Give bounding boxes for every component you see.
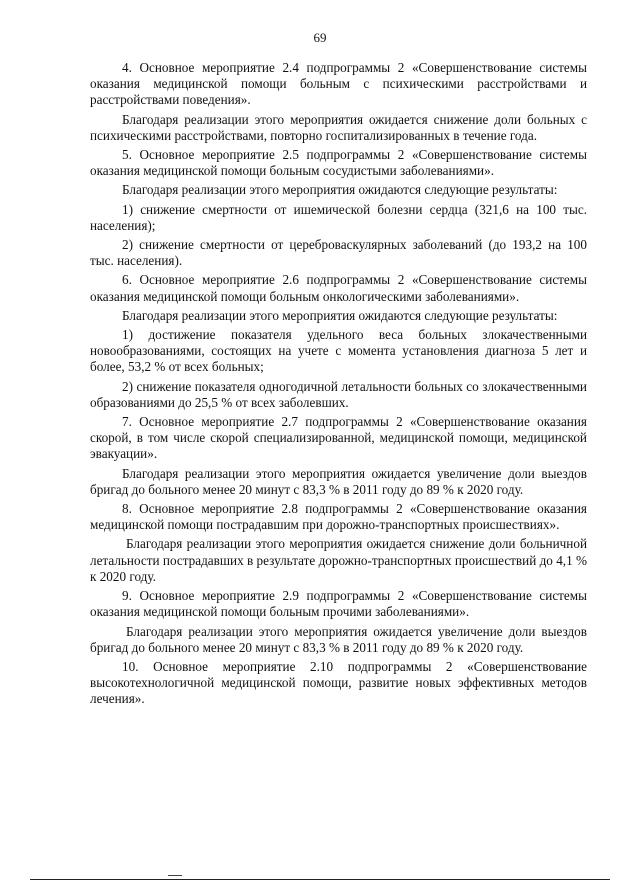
paragraph-measure-2-7: 7. Основное мероприятие 2.7 подпрограммы 2 «Совершенствование оказания скорой, в том числе скорой специализированной, медицинской помощи, медицинской эвакуации». <box>90 414 587 462</box>
paragraph-measure-2-10: 10. Основное мероприятие 2.10 подпрограммы 2 «Совершенствование высокотехнологичной медицинской помощи, развитие новых эффективных методов лечения». <box>90 658 587 707</box>
paragraph-result-2-9: Благодаря реализации этого мероприятия ожидается увеличение доли выездов бригад до больного менее 20 минут с 83,3 % в 2011 году до 89 % к 2020 году. <box>90 623 587 655</box>
paragraph-result-2-4: Благодаря реализации этого мероприятия ожидается снижение доли больных с психическими расстройствами, повторно госпитализированных в течение года. <box>90 111 587 143</box>
paragraph-result-intro-2-6: Благодаря реализации этого мероприятия ожидаются следующие результаты: <box>122 307 558 323</box>
footer-rule-mark <box>168 875 182 881</box>
paragraph-result-2-7: Благодаря реализации этого мероприятия ожидается увеличение доли выездов бригад до больного менее 20 минут с 83,3 % в 2011 году до 89 % к 2020 году. <box>90 465 587 497</box>
paragraph-result-item-2-5-1: 1) снижение смертности от ишемической болезни сердца (321,6 на 100 тыс. населения); <box>90 201 587 233</box>
paragraph-measure-2-8: 8. Основное мероприятие 2.8 подпрограммы 2 «Совершенствование оказания медицинской помощи пострадавшим при дорожно-транспортных происшествиях». <box>90 501 587 533</box>
paragraph-result-intro-2-5: Благодаря реализации этого мероприятия ожидаются следующие результаты: <box>122 182 558 198</box>
paragraph-result-item-2-5-2: 2) снижение смертности от цереброваскулярных заболеваний (до 193,2 на 100 тыс. населения). <box>90 237 587 269</box>
paragraph-result-item-2-6-1: 1) достижение показателя удельного веса больных злокачественными новообразованиями, состоящих на учете с момента установления диагноза 5 лет и более, 53,2 % от всех больных; <box>90 327 587 375</box>
paragraph-measure-2-6: 6. Основное мероприятие 2.6 подпрограммы 2 «Совершенствование системы оказания медицинской помощи больным онкологическими заболеваниями». <box>90 272 587 304</box>
document-body <box>90 60 587 711</box>
page-number: 69 <box>313 30 327 45</box>
paragraph-result-item-2-6-2: 2) снижение показателя одногодичной летальности больных со злокачественными образованиями до 25,5 % от всех заболевших. <box>90 378 587 410</box>
footer-rule <box>30 879 610 880</box>
paragraph-measure-2-4: 4. Основное мероприятие 2.4 подпрограммы 2 «Совершенствование системы оказания медицинской помощи больным с психическими расстройствами и расстройствами поведения». <box>90 60 587 108</box>
paragraph-measure-2-9: 9. Основное мероприятие 2.9 подпрограммы 2 «Совершенствование системы оказания медицинской помощи больным прочими заболеваниями». <box>90 588 587 620</box>
paragraph-measure-2-5: 5. Основное мероприятие 2.5 подпрограммы 2 «Совершенствование системы оказания медицинской помощи больным сосудистыми заболеваниями». <box>90 147 587 179</box>
paragraph-result-2-8: Благодаря реализации этого мероприятия ожидается снижение доли больничной летальности пострадавших в результате дорожно-транспортных происшествий до 4,1 % к 2020 году. <box>90 536 587 584</box>
